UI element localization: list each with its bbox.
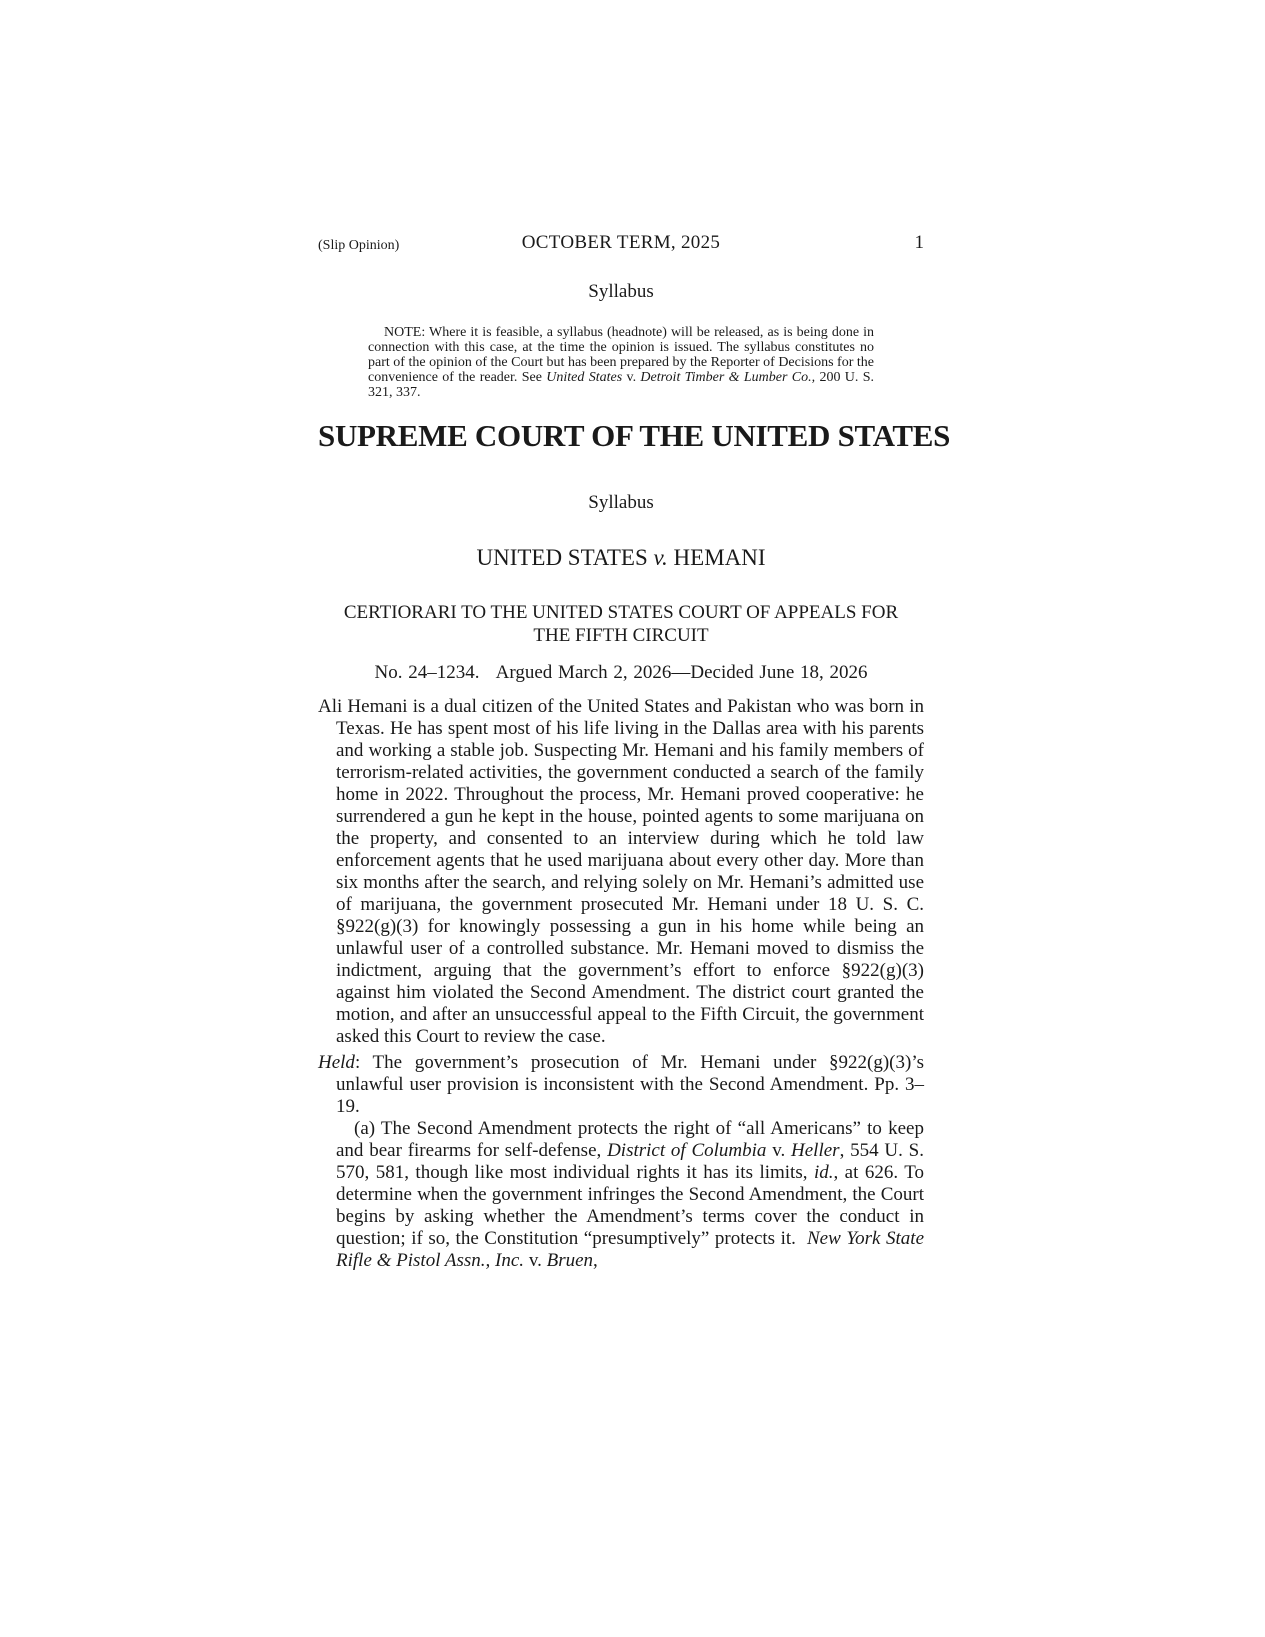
running-head — [318, 232, 924, 260]
facts-paragraph: Ali Hemani is a dual citizen of the United States and Pakistan who was born in Texas. He has spent most of his life living in the Dallas area with his parents and working a stable job. Suspecting Mr. Hemani and his family members of terrorism-related activities, the government conducted a search of the family home in 2022. Throughout the process, Mr. Hemani proved cooperative: he surrendered a gun he kept in the house, pointed agents to some marijuana on the property, and consented to an interview during which he told law enforcement agents that he used marijuana about every other day. More than six months after the search, and relying solely on Mr. Hemani’s admitted use of marijuana, the government prosecuted Mr. Hemani under 18 U. S. C. §922(g)(3) for knowingly possessing a gun in his home while being an unlawful user of a controlled substance. Mr. Hemani moved to dismiss the indictment, arguing that the government’s effort to enforce §922(g)(3) against him violated the Second Amendment. The district court granted the motion, and after an unsuccessful appeal to the Fifth Circuit, the government asked this Court to review the case. — [318, 696, 924, 1047]
term-label: OCTOBER TERM, 2025 — [521, 232, 721, 253]
held-paragraph — [318, 1052, 924, 1118]
case-cite-bruen-a: New York State Rifle & Pistol Assn., Inc. — [336, 1228, 925, 1271]
opinion-page — [318, 232, 951, 1272]
case-cite-heller-b: Heller — [791, 1140, 840, 1161]
note-party-1: United States — [546, 370, 623, 385]
syllabus-heading-2: Syllabus — [588, 492, 654, 513]
note-text: NOTE: Where it is feasible, a syllabus (headnote) will be released, as is being done in connection with this case, at the time the opinion is issued. The syllabus constitutes no part of the opinion of the Court but has been prepared by the Reporter of Decisions for the convenience of the reader. See — [368, 325, 874, 385]
reporter-note — [368, 325, 874, 400]
case-cite-bruen-b: Bruen — [546, 1250, 594, 1271]
part-a-v-1: v. — [766, 1140, 792, 1161]
case-respondent: HEMANI — [667, 545, 766, 570]
id-cite: id. — [813, 1162, 834, 1183]
held-text: : The government’s prosecution of Mr. Hemani under §922(g)(3)’s unlawful user provision is inconsistent with the Second Amendment. Pp. 3–19. — [336, 1052, 924, 1117]
part-a-text-3: , at 626. To determine when the government infringes the Second Amendment, the Court begins by asking whether the Amendment’s terms cover the conduct in question; if so, the Constitution “presumptively” protects it. — [336, 1162, 929, 1249]
case-petitioner: UNITED STATES — [476, 545, 654, 570]
docket-line: No. 24–1234. Argued March 2, 2026—Decided June 18, 2026 — [374, 662, 868, 683]
note-v: v. — [622, 370, 641, 385]
part-a-text-1: (a) The Second Amendment protects the right of “all Americans” to keep and bear firearms for self-defense, — [336, 1118, 924, 1161]
part-a-paragraph — [318, 1118, 929, 1272]
case-cite-heller-a: District of Columbia — [607, 1140, 767, 1161]
case-v: v. — [653, 545, 668, 570]
held-label: Held — [318, 1052, 355, 1073]
part-a-v-2: v. — [524, 1250, 547, 1271]
certiorari-line-1: CERTIORARI TO THE UNITED STATES COURT OF APPEALS FOR — [343, 602, 899, 623]
certiorari-line-2: THE FIFTH CIRCUIT — [533, 625, 709, 646]
slip-opinion-label: (Slip Opinion) — [318, 238, 400, 253]
note-citation: 200 U. S. 321, 337. — [368, 370, 874, 400]
certiorari-heading — [318, 601, 924, 647]
court-name: SUPREME COURT OF THE UNITED STATES — [318, 418, 951, 453]
note-party-2: Detroit Timber & Lumber Co., — [640, 370, 816, 385]
page-number: 1 — [914, 232, 924, 253]
part-a-text-4: , — [593, 1250, 598, 1271]
case-title — [318, 545, 924, 571]
syllabus-heading: Syllabus — [588, 281, 654, 302]
part-a-text-2: , 554 U. S. 570, 581, though like most individual rights it has its limits, — [336, 1140, 924, 1183]
